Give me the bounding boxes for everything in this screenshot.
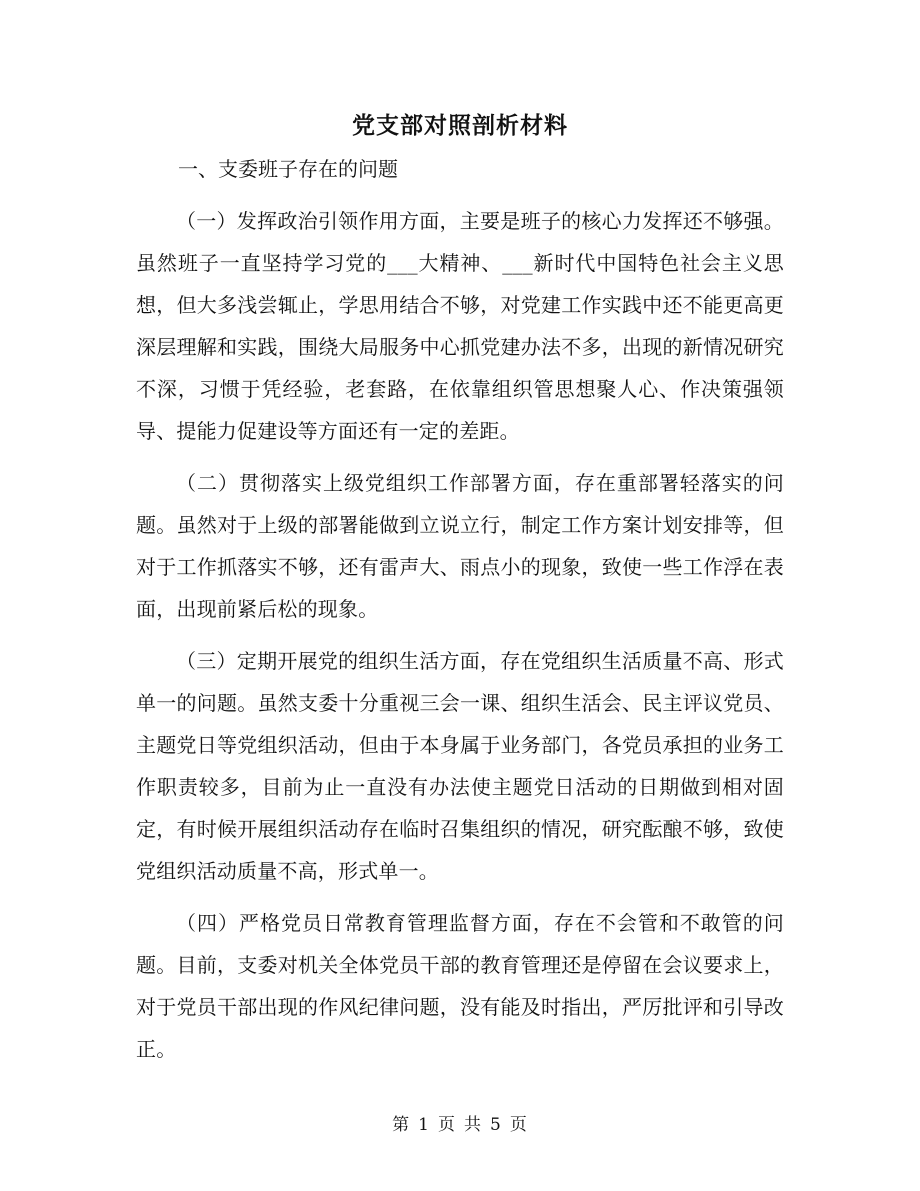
footer-suffix: 页: [509, 1115, 528, 1135]
page-footer: [0, 1112, 920, 1138]
section-heading: 一、支委班子存在的问题: [178, 157, 398, 181]
footer-page-word: 页: [438, 1115, 456, 1135]
paragraph-3: （三）定期开展党的组织生活方面，存在党组织生活质量不高、形式单一的问题。虽然支委十分重视三会一课、组织生活会、民主评议党员、主题党日等党组织活动，但由于本身属于业务部门，各党员承担的业务工作职责较多，目前为止一直没有办法使主题党日活动的日期做到相对固定，有时候开展组织活动存在临时召集组织的情况，研究酝酿不够，致使党组织活动质量不高，形式单一。: [136, 649, 784, 883]
document-body: [136, 148, 784, 1070]
document-title: 党支部对照剖析材料: [352, 112, 568, 139]
paragraph-2: （二）贯彻落实上级党组织工作部署方面，存在重部署轻落实的问题。虽然对于上级的部署能做到立说立行，制定工作方案计划安排等，但对于工作抓落实不够，还有雷声大、雨点小的现象，致使一些工作浮在表面，出现前紧后松的现象。: [136, 471, 784, 621]
footer-current-page: 1: [418, 1115, 430, 1135]
paragraph-4: （四）严格党员日常教育管理监督方面，存在不会管和不敢管的问题。目前，支委对机关全体党员干部的教育管理还是停留在会议要求上，对于党员干部出现的作风纪律问题，没有能及时指出，严厉批评和引导改正。: [136, 911, 784, 1061]
footer-total-word: 共: [464, 1115, 482, 1135]
paragraph-1: （一）发挥政治引领作用方面，主要是班子的核心力发挥还不够强。虽然班子一直坚持学习党的___大精神、___新时代中国特色社会主义思想，但大多浅尝辄止，学思用结合不够，对党建工作实践中还不能更高更深层理解和实践，围绕大局服务中心抓党建办法不多，出现的新情况研究不深，习惯于凭经验，老套路，在依靠组织管思想聚人心、作决策强领导、提能力促建设等方面还有一定的差距。: [136, 209, 784, 443]
footer-prefix: 第: [392, 1115, 411, 1135]
footer-total-pages: 5: [490, 1115, 502, 1135]
